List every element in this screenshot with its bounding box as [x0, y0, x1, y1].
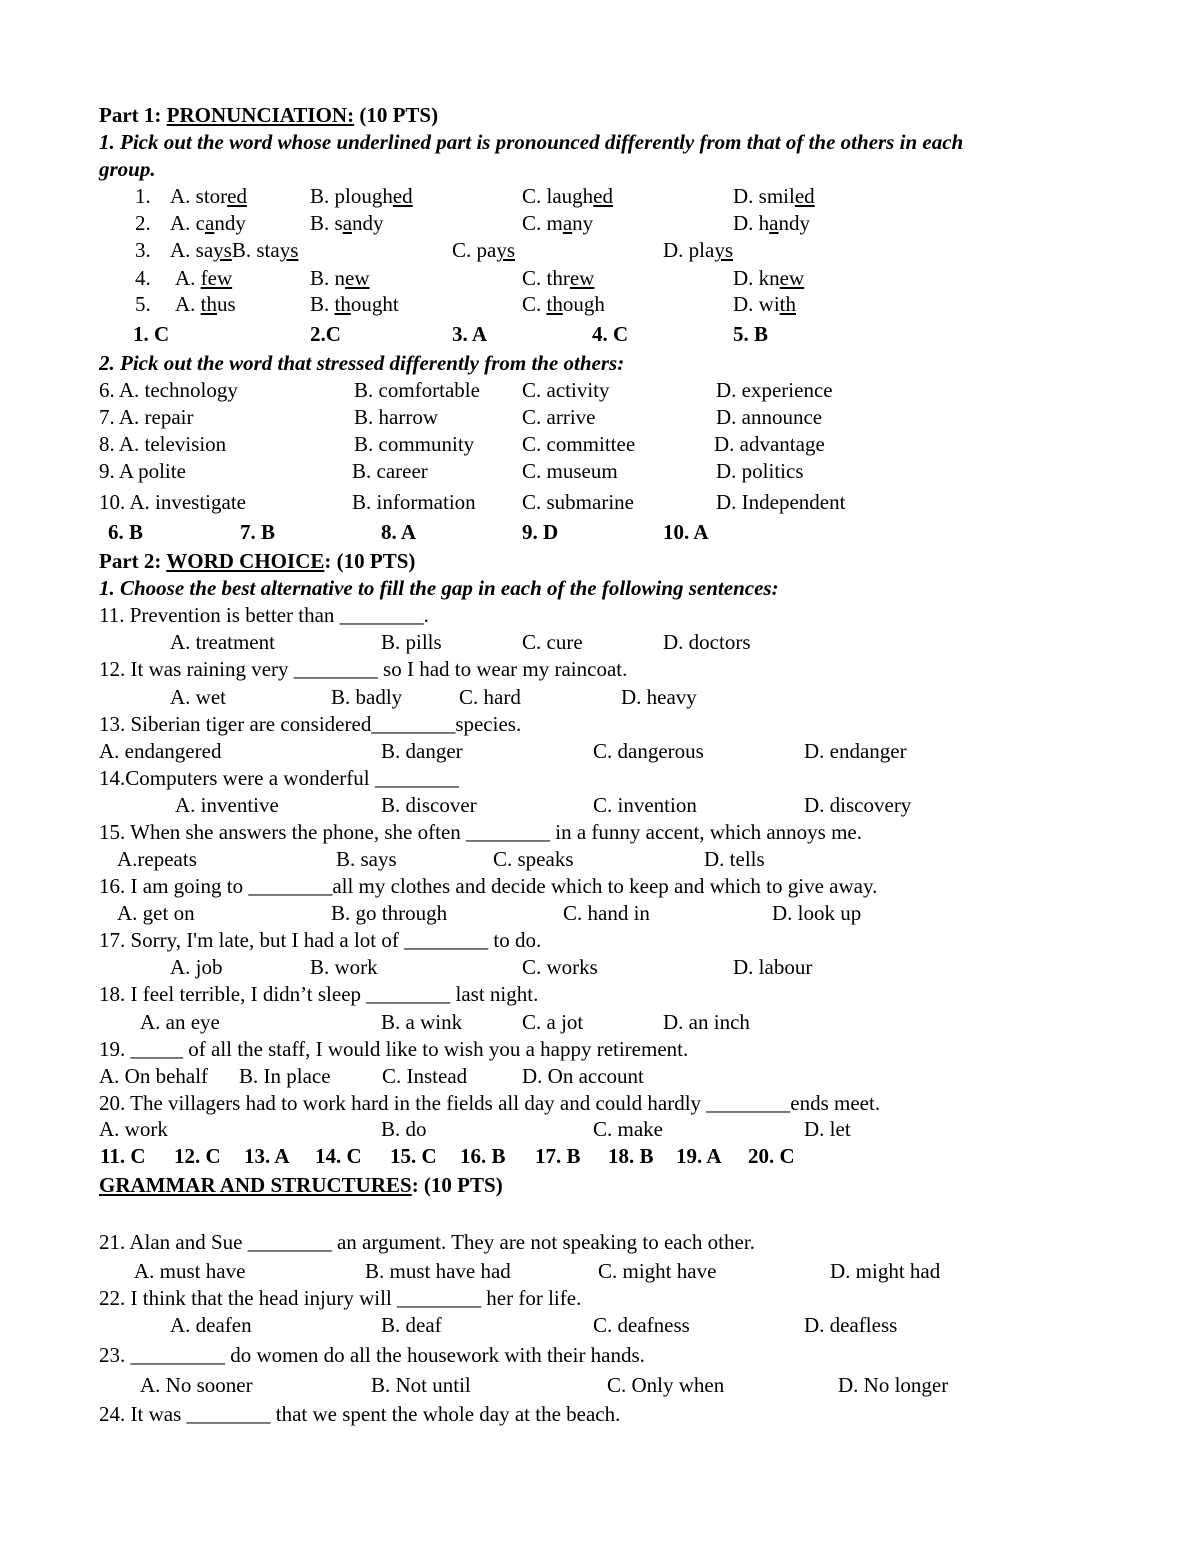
- q20-option-c: C. make: [593, 1117, 663, 1141]
- q9-option-c: C. museum: [522, 459, 618, 483]
- q20-text: 20. The villagers had to work hard in the fields all day and could hardly ________ends meet.: [99, 1091, 881, 1115]
- q19-option-a: A. On behalf: [99, 1064, 209, 1088]
- q19-option-d: D. On account: [522, 1064, 644, 1088]
- q16-option-b: B. go through: [331, 901, 448, 925]
- answer-9: 9. D: [522, 520, 559, 544]
- part2-points: : (10 PTS): [324, 549, 416, 573]
- answer-20: 20. C: [748, 1144, 795, 1168]
- q14-option-d: D. discovery: [804, 793, 912, 817]
- q17-option-c: C. works: [522, 955, 598, 979]
- answer-15: 15. C: [390, 1144, 437, 1168]
- answer-12: 12. C: [174, 1144, 221, 1168]
- part2-label: Part 2:: [99, 549, 167, 573]
- q8-option-d: D. advantage: [714, 432, 825, 456]
- q13-option-d: D. endanger: [804, 739, 907, 763]
- answer-14: 14. C: [315, 1144, 362, 1168]
- q1-option-b: B. ploughed: [310, 184, 413, 208]
- answer-5: 5. B: [733, 322, 769, 346]
- answer-10: 10. A: [663, 520, 709, 544]
- q6-option-b: B. comfortable: [354, 378, 480, 402]
- q16-text: 16. I am going to ________all my clothes and decide which to keep and which to give away.: [99, 874, 878, 898]
- answer-17: 17. B: [535, 1144, 581, 1168]
- q15-option-c: C. speaks: [493, 847, 574, 871]
- q5-number: 5.: [135, 292, 151, 316]
- q10-option-c: C. submarine: [522, 490, 634, 514]
- q13-option-b: B. danger: [381, 739, 463, 763]
- q10-option-b: B. information: [352, 490, 476, 514]
- q8-option-a: 8. A. television: [99, 432, 227, 456]
- q3-option-d: D. plays: [663, 238, 734, 262]
- q7-option-c: C. arrive: [522, 405, 596, 429]
- answer-8: 8. A: [381, 520, 417, 544]
- q1-option-c: C. laughed: [522, 184, 613, 208]
- q11-option-c: C. cure: [522, 630, 583, 654]
- part1-heading: [99, 102, 438, 128]
- q22-option-b: B. deaf: [381, 1313, 442, 1337]
- part2-instruction: 1. Choose the best alternative to fill the gap in each of the following sentences:: [99, 576, 779, 600]
- part1-title: PRONUNCIATION:: [166, 103, 355, 127]
- answer-11: 11. C: [100, 1144, 146, 1168]
- q16-option-a: A. get on: [117, 901, 195, 925]
- q12-option-c: C. hard: [459, 685, 521, 709]
- q12-option-a: A. wet: [170, 685, 226, 709]
- q4-option-b: B. new: [310, 266, 370, 290]
- q12-option-d: D. heavy: [621, 685, 697, 709]
- part1-instruction: 1. Pick out the word whose underlined part is pronounced differently from that of the others in each: [99, 130, 964, 154]
- q23-option-d: D. No longer: [838, 1373, 949, 1397]
- q22-text: 22. I think that the head injury will ________ her for life.: [99, 1286, 582, 1310]
- answer-1: 1. C: [133, 322, 170, 346]
- q9-option-b: B. career: [352, 459, 428, 483]
- q7-option-b: B. harrow: [354, 405, 438, 429]
- q14-option-c: C. invention: [593, 793, 697, 817]
- q15-option-b: B. says: [336, 847, 397, 871]
- q9-option-a: 9. A polite: [99, 459, 186, 483]
- answer-7: 7. B: [240, 520, 276, 544]
- answer-19: 19. A: [676, 1144, 722, 1168]
- q12-option-b: B. badly: [331, 685, 403, 709]
- q17-option-a: A. job: [170, 955, 223, 979]
- q14-text: 14.Computers were a wonderful ________: [99, 766, 459, 790]
- part1-label: Part 1:: [99, 103, 167, 127]
- q2-option-b: B. sandy: [310, 211, 384, 235]
- answer-2: 2.C: [310, 322, 341, 346]
- q21-option-d: D. might had: [830, 1259, 941, 1283]
- q24-text: 24. It was ________ that we spent the whole day at the beach.: [99, 1402, 621, 1426]
- q6-option-c: C. activity: [522, 378, 610, 402]
- q10-option-d: D. Independent: [716, 490, 846, 514]
- q13-option-c: C. dangerous: [593, 739, 704, 763]
- q23-option-b: B. Not until: [371, 1373, 471, 1397]
- q19-text: 19. _____ of all the staff, I would like to wish you a happy retirement.: [99, 1037, 689, 1061]
- q20-option-d: D. let: [804, 1117, 851, 1141]
- q8-option-c: C. committee: [522, 432, 636, 456]
- answer-6: 6. B: [108, 520, 144, 544]
- q21-option-c: C. might have: [598, 1259, 717, 1283]
- q15-option-a: A.repeats: [117, 847, 197, 871]
- answer-4: 4. C: [592, 322, 629, 346]
- q2-option-a: A. candy: [170, 211, 246, 235]
- q6-option-d: D. experience: [716, 378, 833, 402]
- q18-option-a: A. an eye: [140, 1010, 220, 1034]
- q3-option-c: C. pays: [452, 238, 516, 262]
- q11-option-d: D. doctors: [663, 630, 751, 654]
- part1-points: (10 PTS): [354, 103, 439, 127]
- q3-option-ab: A. saysB. stays: [170, 238, 299, 262]
- q5-option-a: A. thus: [175, 292, 236, 316]
- q23-option-a: A. No sooner: [140, 1373, 253, 1397]
- part1-instruction-cont: group.: [99, 157, 156, 181]
- q22-option-c: C. deafness: [593, 1313, 690, 1337]
- q21-text: 21. Alan and Sue ________ an argument. They are not speaking to each other.: [99, 1230, 755, 1254]
- q18-option-d: D. an inch: [663, 1010, 750, 1034]
- q8-option-b: B. community: [354, 432, 475, 456]
- q18-option-b: B. a wink: [381, 1010, 463, 1034]
- grammar-heading: [99, 1172, 503, 1198]
- q5-option-c: C. though: [522, 292, 605, 316]
- q1-number: 1.: [135, 184, 151, 208]
- q17-text: 17. Sorry, I'm late, but I had a lot of ________ to do.: [99, 928, 542, 952]
- q1-option-a: A. stored: [170, 184, 247, 208]
- q22-option-d: D. deafless: [804, 1313, 898, 1337]
- q13-option-a: A. endangered: [99, 739, 222, 763]
- q20-option-b: B. do: [381, 1117, 427, 1141]
- q3-number: 3.: [135, 238, 151, 262]
- q14-option-a: A. inventive: [175, 793, 279, 817]
- part2-heading: [99, 548, 415, 574]
- q11-option-a: A. treatment: [170, 630, 275, 654]
- q23-text: 23. _________ do women do all the housework with their hands.: [99, 1343, 645, 1367]
- q18-text: 18. I feel terrible, I didn’t sleep ________ last night.: [99, 982, 539, 1006]
- grammar-points: : (10 PTS): [411, 1173, 503, 1197]
- q13-text: 13. Siberian tiger are considered________species.: [99, 712, 522, 736]
- q2-number: 2.: [135, 211, 151, 235]
- q2-option-c: C. many: [522, 211, 594, 235]
- q23-option-c: C. Only when: [607, 1373, 725, 1397]
- q4-option-c: C. threw: [522, 266, 595, 290]
- q22-option-a: A. deafen: [170, 1313, 252, 1337]
- q5-option-d: D. with: [733, 292, 797, 316]
- q16-option-c: C. hand in: [563, 901, 650, 925]
- q14-option-b: B. discover: [381, 793, 477, 817]
- q7-option-d: D. announce: [716, 405, 823, 429]
- answer-3: 3. A: [452, 322, 488, 346]
- q20-option-a: A. work: [99, 1117, 168, 1141]
- q19-option-c: C. Instead: [382, 1064, 468, 1088]
- q4-option-a: A. few: [175, 266, 233, 290]
- q4-option-d: D. knew: [733, 266, 805, 290]
- q21-option-b: B. must have had: [365, 1259, 511, 1283]
- part2-title: WORD CHOICE: [166, 549, 325, 573]
- q2-option-d: D. handy: [733, 211, 810, 235]
- answer-13: 13. A: [244, 1144, 290, 1168]
- q6-option-a: 6. A. technology: [99, 378, 238, 402]
- q19-option-b: B. In place: [239, 1064, 331, 1088]
- q5-option-b: B. thought: [310, 292, 399, 316]
- q17-option-d: D. labour: [733, 955, 813, 979]
- q21-option-a: A. must have: [134, 1259, 246, 1283]
- q15-option-d: D. tells: [704, 847, 765, 871]
- q4-number: 4.: [135, 266, 151, 290]
- q11-text: 11. Prevention is better than ________.: [99, 603, 429, 627]
- q15-text: 15. When she answers the phone, she often ________ in a funny accent, which annoys me.: [99, 820, 863, 844]
- answer-16: 16. B: [460, 1144, 506, 1168]
- q12-text: 12. It was raining very ________ so I had to wear my raincoat.: [99, 657, 628, 681]
- part1-instruction-2: 2. Pick out the word that stressed differently from the others:: [99, 351, 625, 375]
- q16-option-d: D. look up: [772, 901, 862, 925]
- q11-option-b: B. pills: [381, 630, 442, 654]
- grammar-title: GRAMMAR AND STRUCTURES: [99, 1173, 412, 1197]
- q17-option-b: B. work: [310, 955, 378, 979]
- q18-option-c: C. a jot: [522, 1010, 584, 1034]
- q1-option-d: D. smiled: [733, 184, 815, 208]
- q10-option-a: 10. A. investigate: [99, 490, 246, 514]
- q9-option-d: D. politics: [716, 459, 804, 483]
- q7-option-a: 7. A. repair: [99, 405, 194, 429]
- answer-18: 18. B: [608, 1144, 654, 1168]
